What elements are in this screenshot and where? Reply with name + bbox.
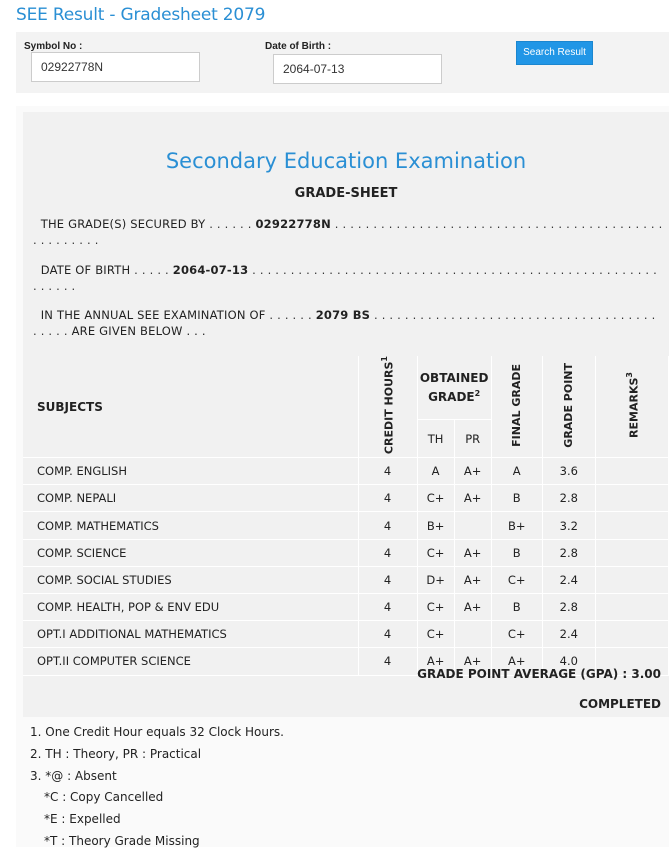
remarks-cell [595,539,668,566]
pr-grade-cell [454,621,491,648]
final-grade-cell: C+ [491,566,542,593]
pr-grade-cell: A+ [454,458,491,485]
exam-title: Secondary Education Examination [165,149,527,173]
sheet-title: GRADE-SHEET [294,186,398,201]
secured-by-line: THE GRADE(S) SECURED BY . . . . . . 02922778N . . . . . . . . . . . . . . . . . . . . . . . . . . . . . . . . . . . . . . . . . . . . . . . . . . . . [33,217,663,247]
subject-cell: COMP. SCIENCE [23,539,358,566]
credit-hours-header: CREDIT HOURS$^1$ [358,356,417,458]
secured-by-value: 02922778N [255,217,331,231]
th-grade-cell: C+ [417,539,454,566]
dob-line: DATE OF BIRTH . . . . . 2064-07-13 . . . . . . . . . . . . . . . . . . . . . . . . . . . . . . . . . . . . . . . . . . . . . . . . . . . . . . . . . . . [33,263,657,293]
subject-cell: COMP. ENGLISH [23,458,358,485]
subject-cell: COMP. SOCIAL STUDIES [23,566,358,593]
pr-grade-cell [454,512,491,539]
grade-point-cell: 2.8 [542,539,595,566]
final-grade-cell: C+ [491,621,542,648]
table-row [23,539,669,566]
search-result-button[interactable]: Search Result [516,41,593,65]
footnote: 1. One Credit Hour equals 32 Clock Hours. [30,725,284,739]
pr-grade-cell: A+ [454,485,491,512]
exam-line-value: 2079 BS [315,308,371,322]
credit-hours-cell: 4 [358,594,417,621]
gpa-label: GRADE POINT AVERAGE (GPA) : [417,667,628,681]
grade-point-cell: 4.0 [542,648,595,675]
footnote: *E : Expelled [44,812,121,827]
credit-hours-cell: 4 [358,621,417,648]
subjects-header: SUBJECTS [23,356,358,458]
th-grade-cell: A [417,458,454,485]
remarks-cell [595,594,668,621]
final-grade-cell: B [491,594,542,621]
table-row [23,621,669,648]
credit-hours-cell: 4 [358,648,417,675]
remarks-cell [595,566,668,593]
credit-hours-cell: 4 [358,485,417,512]
final-grade-cell: A [491,458,542,485]
remarks-header: REMARKS$^3$ [595,356,668,458]
table-row [23,512,669,539]
credit-hours-cell: 4 [358,566,417,593]
subject-cell: OPT.I ADDITIONAL MATHEMATICS [23,621,358,648]
symbol-input[interactable]: 02922778N [31,52,200,82]
pr-grade-cell: A+ [454,566,491,593]
final-grade-cell: B [491,539,542,566]
credit-hours-cell: 4 [358,539,417,566]
search-panel [16,32,669,93]
footnote: *T : Theory Grade Missing [44,833,200,848]
final-grade-cell: B+ [491,512,542,539]
th-grade-cell: B+ [417,512,454,539]
dob-input[interactable]: 2064-07-13 [273,54,442,84]
subject-cell: COMP. NEPALI [23,485,358,512]
symbol-label: Symbol No : [24,41,83,52]
remarks-cell [595,485,668,512]
grade-point-header: GRADE POINT [542,356,595,458]
pr-grade-cell: A+ [454,648,491,675]
pr-grade-cell: A+ [454,594,491,621]
final-grade-cell: A+ [491,648,542,675]
grade-point-cell: 2.4 [542,566,595,593]
grade-point-cell: 2.8 [542,594,595,621]
pr-grade-cell: A+ [454,539,491,566]
th-grade-cell: D+ [417,566,454,593]
remarks-cell [595,458,668,485]
footnote: 3. *@ : Absent [30,768,117,783]
th-grade-cell: C+ [417,485,454,512]
table-row [23,566,669,593]
subject-cell: COMP. MATHEMATICS [23,512,358,539]
result-status: COMPLETED [579,697,661,711]
table-row [23,485,669,512]
grade-point-cell: 3.6 [542,458,595,485]
footnote: *C : Copy Cancelled [44,790,164,805]
exam-line: IN THE ANNUAL SEE EXAMINATION OF . . . . . . 2079 BS . . . . . . . . . . . . . . . . . . . . . . . . . . . . . . . . . . . . . . . . . . ARE GIVEN BELOW . . . [33,308,656,338]
subject-cell: COMP. HEALTH, POP & ENV EDU [23,594,358,621]
grade-point-cell: 3.2 [542,512,595,539]
dob-label: Date of Birth : [265,41,332,52]
grade-point-cell: 2.4 [542,621,595,648]
final-grade-header: FINAL GRADE [491,356,542,458]
exam-line-label: IN THE ANNUAL SEE EXAMINATION OF [40,308,266,322]
remarks-cell [595,621,668,648]
table-row [23,458,669,485]
grade-point-cell: 2.8 [542,485,595,512]
secured-by-label: THE GRADE(S) SECURED BY [40,217,206,231]
gpa-value: 3.00 [631,667,661,681]
dob-line-value: 2064-07-13 [172,263,249,277]
th-grade-cell: A+ [417,648,454,675]
result-panel [16,106,669,847]
credit-hours-cell: 4 [358,458,417,485]
dob-line-label: DATE OF BIRTH [40,263,131,277]
final-grade-cell: B [491,485,542,512]
pr-header: PR [454,419,491,457]
obtained-grade-header: OBTAINED GRADE$^2$ [417,356,491,419]
gpa-line [417,667,661,681]
th-grade-cell: C+ [417,594,454,621]
grades-table [23,356,669,676]
th-grade-cell: C+ [417,621,454,648]
exam-line-suffix: ARE GIVEN BELOW . . . [71,324,206,338]
subject-cell: OPT.II COMPUTER SCIENCE [23,648,358,675]
table-row [23,594,669,621]
credit-hours-cell: 4 [358,512,417,539]
remarks-cell [595,512,668,539]
footnote: 2. TH : Theory, PR : Practical [30,746,202,761]
footnotes [30,722,284,853]
th-header: TH [417,419,454,457]
gradesheet [23,112,669,717]
page-title: SEE Result - Gradesheet 2079 [16,5,266,25]
